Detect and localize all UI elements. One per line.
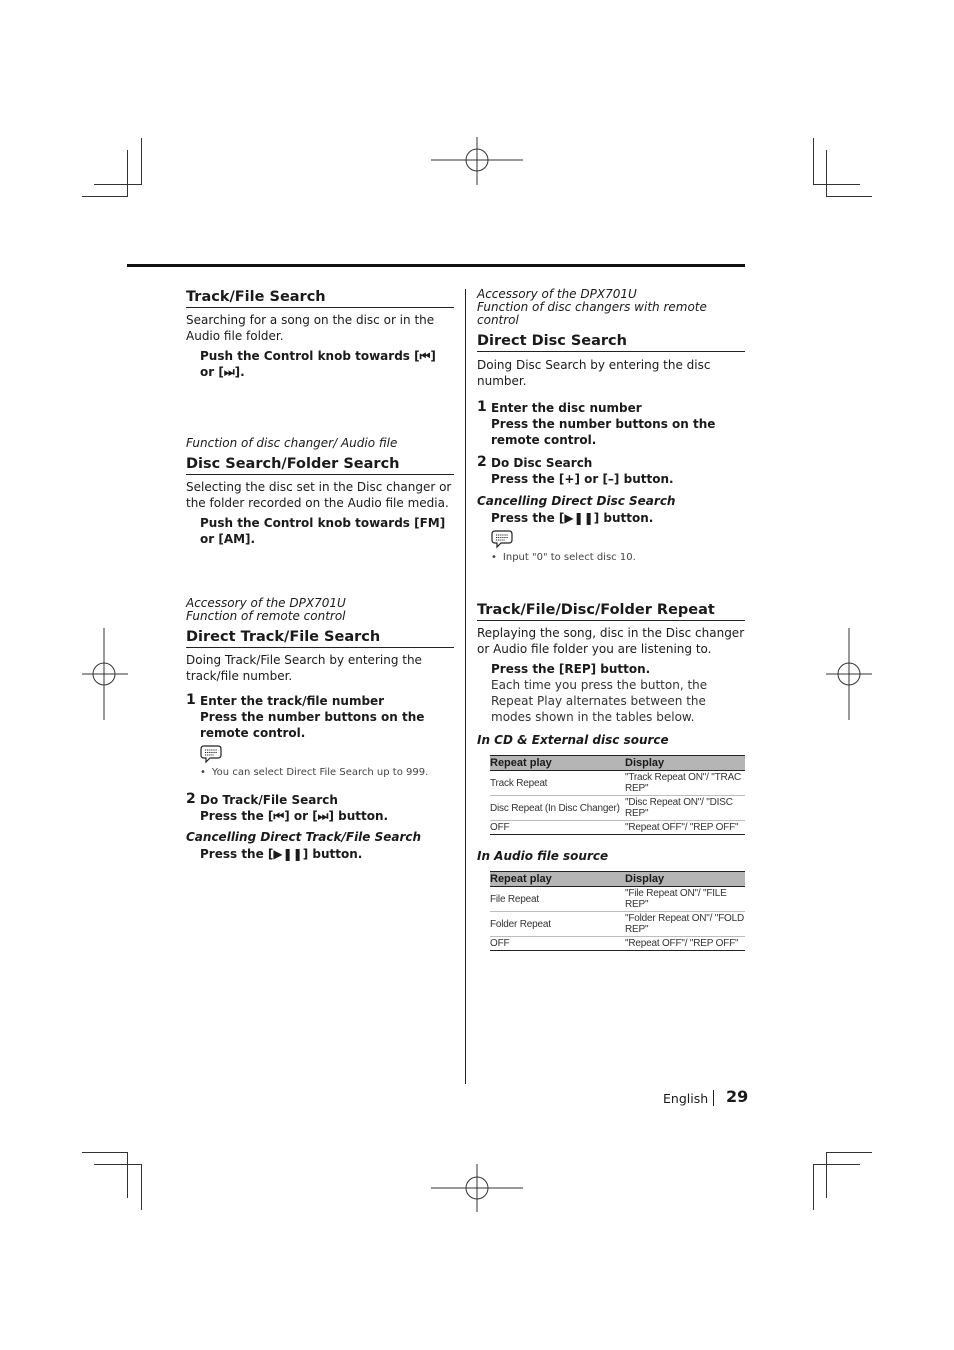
table-row [490, 796, 745, 821]
step-1 [186, 693, 454, 741]
registration-mark-bottom [431, 1164, 523, 1212]
section-description: Searching for a song on the disc or in the Audio file folder. [186, 313, 435, 343]
table-cell: Disc Repeat (In Disc Changer) [490, 796, 625, 821]
audio-repeat-table [490, 871, 745, 951]
cancel-title: Cancelling Direct Disc Search [477, 494, 676, 508]
table-cell: "Folder Repeat ON"/ "FOLD REP" [625, 913, 745, 935]
section-description: Replaying the song, disc in the Disc changer or Audio file folder you are listening to. [477, 626, 745, 656]
table-cell: "Repeat OFF"/ "REP OFF" [625, 821, 745, 835]
instruction: Push the Control knob towards [FM] or [AM]. [200, 516, 446, 546]
step-number: 2 [186, 791, 196, 807]
step-title: Do Track/File Search [200, 793, 338, 807]
cancel-instruction: Press the [▶❚❚] button. [200, 847, 363, 861]
note-block [200, 744, 454, 764]
section-preface-2: Function of remote control [186, 609, 346, 623]
instruction: Press the [REP] button. [491, 662, 651, 676]
table-row [490, 912, 745, 937]
table-row [490, 821, 745, 835]
table-cell: OFF [490, 937, 625, 951]
section-description: Doing Disc Search by entering the disc number. [477, 358, 711, 388]
registration-mark-top [431, 137, 523, 185]
step-body: Press the number buttons on the remote control. [200, 710, 425, 740]
repeat-section [477, 601, 745, 951]
track-file-search-section [186, 288, 454, 380]
column-header: Repeat play [490, 872, 625, 887]
column-divider [465, 289, 466, 1084]
step-2 [186, 792, 454, 824]
table-label-cd: In CD & External disc source [477, 733, 669, 747]
note-text: • Input "0" to select disc 10. [491, 551, 745, 564]
section-title: Track/File Search [186, 288, 454, 308]
table-cell: Folder Repeat [490, 912, 625, 937]
column-header: Display [625, 756, 745, 771]
table-cell: File Repeat [490, 887, 625, 912]
step-title: Do Disc Search [491, 456, 593, 470]
top-rule [127, 264, 745, 267]
section-description: Selecting the disc set in the Disc changer or the folder recorded on the Audio file media. [186, 480, 452, 510]
step-number: 2 [477, 454, 487, 470]
cancel-instruction: Press the [▶❚❚] button. [491, 511, 654, 525]
cancel-title: Cancelling Direct Track/File Search [186, 830, 422, 844]
step-1 [477, 400, 745, 448]
registration-mark-left [82, 628, 128, 720]
footer-separator [713, 1090, 714, 1106]
table-label-audio: In Audio file source [477, 849, 609, 863]
step-title: Enter the track/file number [200, 694, 385, 708]
direct-disc-search-section [477, 288, 745, 564]
registration-mark-right [826, 628, 872, 720]
cd-repeat-table [490, 755, 745, 835]
table-cell: "File Repeat ON"/ "FILE REP" [625, 887, 745, 912]
column-header: Display [625, 872, 745, 887]
note-text: • You can select Direct File Search up to 999. [200, 766, 454, 779]
instruction: Push the Control knob towards [⏮] or [⏭]. [200, 349, 436, 379]
step-title: Enter the disc number [491, 401, 642, 415]
section-description: Doing Track/File Search by entering the track/file number. [186, 653, 422, 683]
step-number: 1 [477, 399, 487, 415]
step-body: Press the [+] or [–] button. [491, 472, 674, 486]
note-icon [200, 744, 222, 764]
table-cell: "Disc Repeat ON"/ "DISC REP" [625, 796, 745, 821]
step-number: 1 [186, 692, 196, 708]
table-row [490, 937, 745, 951]
section-title: Direct Track/File Search [186, 628, 454, 648]
note-icon [491, 529, 513, 549]
table-row [490, 887, 745, 912]
table-cell: "Repeat OFF"/ "REP OFF" [625, 937, 745, 951]
step-body: Press the number buttons on the remote control. [491, 417, 716, 447]
table-cell: OFF [490, 821, 625, 835]
step-2 [477, 455, 745, 487]
column-header: Repeat play [490, 756, 625, 771]
instruction-detail: Each time you press the button, the Repeat Play alternates between the modes shown in the tables below. [491, 678, 708, 724]
section-preface: Accessory of the DPX701U [186, 596, 346, 610]
direct-track-search-section [186, 597, 454, 862]
section-title: Disc Search/Folder Search [186, 455, 454, 475]
step-body: Press the [⏮] or [⏭] button. [200, 809, 389, 823]
disc-folder-search-section [186, 437, 454, 547]
section-preface: Accessory of the DPX701U [477, 287, 637, 301]
page-number: 29 [726, 1087, 749, 1106]
footer-language: English [663, 1091, 709, 1106]
section-preface: Function of disc changer/ Audio file [186, 436, 398, 450]
table-row [490, 771, 745, 796]
section-title: Track/File/Disc/Folder Repeat [477, 601, 745, 621]
section-preface-2: Function of disc changers with remote control [477, 300, 707, 327]
note-block [491, 529, 745, 549]
table-cell: "Track Repeat ON"/ "TRAC REP" [625, 771, 745, 796]
table-cell: Track Repeat [490, 771, 625, 796]
section-title: Direct Disc Search [477, 332, 745, 352]
